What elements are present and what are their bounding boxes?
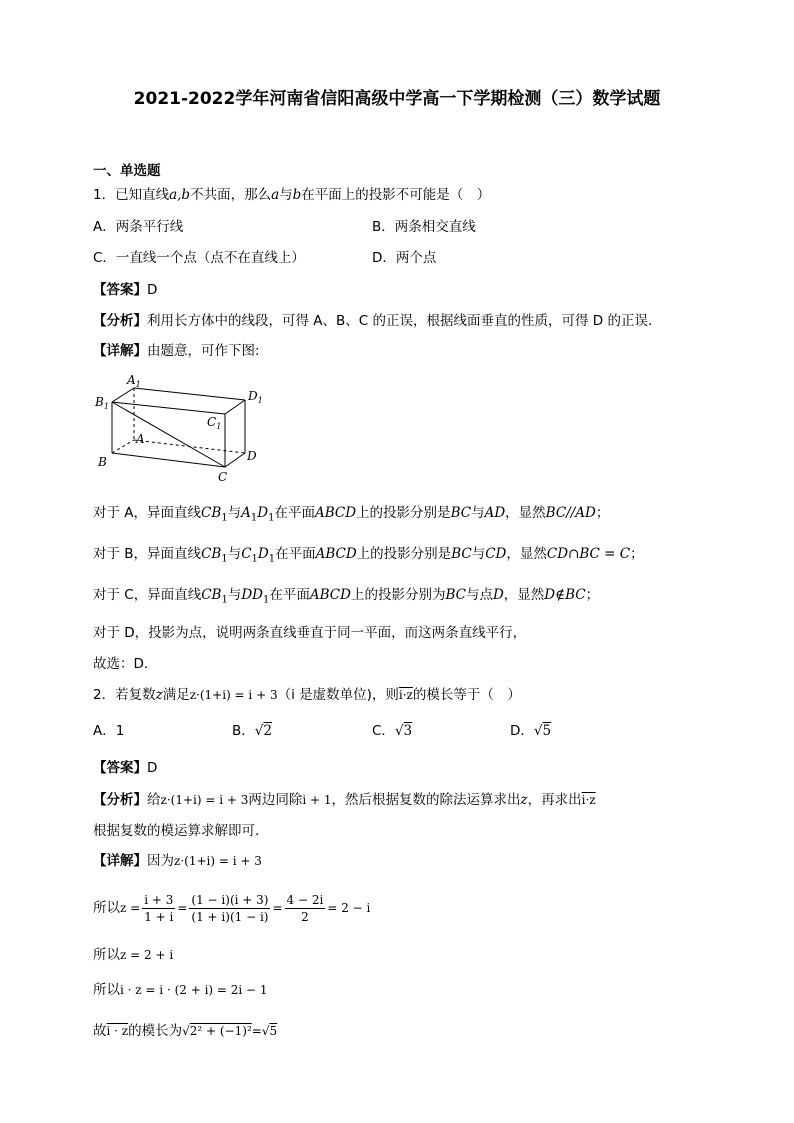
q1-option-a: A．两条平行线 [93,219,184,235]
text: 与 [227,505,242,521]
q1-case-b [93,545,644,569]
answer-value: D [147,282,158,298]
math: z = [120,901,141,915]
math: z·(1+i) = i + 3 [160,793,249,807]
math: A [241,505,251,521]
text: 上的投影分别为 [350,587,446,603]
math: DD [241,587,263,603]
text: 所以 [93,900,120,916]
math: BC [445,587,466,603]
text: ，显然 [505,505,546,521]
q1-stem-vars: a,b [169,187,191,203]
math: i · z = i · (2 + i) = 2i − 1 [120,983,268,997]
label-a: A [136,432,145,446]
text: 对于 A，异面直线 [93,505,202,521]
label-d: D [247,449,257,463]
q1-case-a [93,504,609,528]
q1-stem-text: 不共面，那么 [190,187,272,203]
edge-a-b-hidden [112,440,134,453]
math: CD∩BC = C [546,546,631,562]
text: 在平面 [269,587,310,603]
q2-step-4: 故i · z的模长为√2² + (−1)²=√5 [93,1023,278,1039]
label-c1: $C_1$ [207,415,222,431]
text: 所以 [93,947,120,963]
q2-step-2 [93,946,173,964]
text: ； [585,587,600,603]
document-title: 2021-2022学年河南省信阳高级中学高一下学期检测（三）数学试题 [133,89,661,109]
q1-detail [93,342,260,360]
q1-case-d: 对于 D，投影为点，说明两条直线垂直于同一平面，而这两条直线平行， [93,625,527,641]
detail-text: 由题意，可作下图: [147,343,260,359]
q1-analysis [93,312,652,330]
fraction-1 [142,892,175,925]
math: 2² + (−1)² [189,1024,252,1038]
q2-step-1: 所以z = $\frac{i + 3}{1 + i}$ = $\frac{(1 - i)(i + 3)}{(1 + i)(1 - i)}$ = $\frac{4 - 2i}{2}$ = 2 − i [93,892,371,924]
math: D [257,546,269,562]
section-heading: 一、单选题 [93,163,161,179]
q1-choose: 故选：D. [93,656,149,672]
text: 的模长等于（ ） [412,687,521,703]
denominator: (1 + i)(1 − i) [191,909,269,924]
label-d1: $D_1$ [248,389,263,405]
label-c: C [218,470,228,484]
text: ； [630,546,644,562]
q1-stem-var: b [292,187,302,203]
q1-answer [93,281,157,299]
sub: 1 [250,512,258,524]
math: D [257,505,269,521]
q1-case-c [93,586,599,610]
text: 与点 [465,587,493,603]
text: 与 [227,546,242,562]
sub: 1 [268,553,276,565]
denominator: 2 [301,909,309,924]
text: ，显然 [506,546,547,562]
q2-stem [93,686,521,704]
text: 给 [147,792,161,808]
text: 两边同除 [248,792,303,808]
value: 5 [542,723,552,739]
text: 对于 C，异面直线 [93,587,202,603]
math: CB [201,587,222,603]
numerator: i + 3 [144,892,174,907]
text: 因为 [147,853,174,869]
cuboid-figure [92,370,267,485]
label: B． [232,723,255,739]
text: 2．若复数 [93,687,156,703]
analysis-tag: 【分析】 [93,313,147,329]
math: CD [485,546,507,562]
value: 3 [403,723,413,739]
label-b: B [98,455,107,469]
edge-b-c [112,453,225,467]
sub: 1 [221,512,228,524]
math: CB [201,546,222,562]
q1-option-d: D．两个点 [372,250,437,266]
edge-a-d-hidden [134,440,245,453]
math: z·(1+i) = i + 3 [174,854,262,868]
fraction-3 [285,892,326,925]
label-b1: $B_1$ [95,395,109,411]
q1-stem-var: a [271,187,280,203]
math: AD [484,505,506,521]
math: z [520,792,528,808]
sub: 1 [263,594,270,606]
math: i · z [106,1024,129,1038]
analysis-tag: 【分析】 [93,792,147,808]
text: 上的投影分别是 [356,505,451,521]
math: BC [451,546,472,562]
math: C [241,546,252,562]
math: 5 [269,1024,278,1038]
detail-tag: 【详解】 [93,343,147,359]
q2-detail [93,852,262,870]
q2-analysis-2: 根据复数的模运算求解即可. [93,823,260,839]
detail-tag: 【详解】 [93,853,147,869]
q1-option-c: C．一直线一个点（点不在直线上） [93,250,305,266]
math: ABCD [314,505,357,521]
math: i·z [398,688,413,702]
math: z [155,687,163,703]
q2-option-b: B．√2 [232,723,272,739]
q2-option-c: C．√3 [372,723,413,739]
text: ，再求出 [527,792,582,808]
label: D． [510,723,534,739]
text: ，显然 [503,587,545,603]
answer-tag: 【答案】 [93,282,147,298]
math: i + 1 [302,793,332,807]
analysis-text: 利用长方体中的线段，可得 A、B、C 的正误，根据线面垂直的性质，可得 D 的正误. [147,313,653,329]
label-a1: $A_1$ [127,373,141,389]
text: 对于 B，异面直线 [93,546,202,562]
value: 2 [263,723,272,739]
answer-value: D [147,760,158,776]
sub: 1 [221,594,228,606]
sub: 1 [221,553,228,565]
q2-option-a: A．1 [93,723,125,739]
numerator: (1 − i)(i + 3) [191,892,269,907]
math: i·z [581,793,596,807]
text: 在平面 [274,505,315,521]
text: 在平面 [275,546,316,562]
numerator: 4 − 2i [286,892,324,907]
edge-b1-a1 [112,388,134,402]
math: = 2 − i [327,901,371,915]
math: D∉BC [544,587,586,603]
text: ，然后根据复数的除法运算求出 [331,792,521,808]
sub: 1 [251,553,258,565]
math: CB [201,505,222,521]
answer-tag: 【答案】 [93,760,147,776]
label: C． [372,723,395,739]
fraction-2 [189,892,270,925]
q2-option-d: D．√5 [510,723,552,739]
math: D [492,587,504,603]
text: 与 [471,505,485,521]
q2-answer [93,759,157,777]
edge-d1-c1 [225,400,245,414]
q2-step-3 [93,981,268,999]
math: BC//AD [545,505,596,521]
text: 与 [227,587,242,603]
q2-analysis [93,791,596,809]
q1-stem-text: 在平面上的投影不可能是（ ） [301,187,491,203]
text: （i 是虚数单位)，则 [277,687,399,703]
math: BC [450,505,472,521]
text: 故 [93,1023,107,1039]
text: 所以 [93,982,120,998]
math: ABCD [309,587,351,603]
edge-a1-d1 [134,388,245,400]
text: 上的投影分别是 [356,546,452,562]
q1-stem-text: 1．已知直线 [93,187,170,203]
text: ； [595,505,610,521]
math: z = 2 + i [120,948,174,962]
text: 满足 [162,687,190,703]
q1-option-b: B．两条相交直线 [372,219,476,235]
edge-c-d [225,453,245,467]
q1-stem-text: 与 [279,187,293,203]
math: z·(1+i) = i + 3 [189,688,278,702]
text: 的模长为 [128,1023,183,1039]
q1-stem [93,186,490,204]
sub: 1 [268,512,275,524]
math: ABCD [315,546,357,562]
denominator: 1 + i [144,909,174,924]
math: = [251,1024,262,1038]
text: 与 [471,546,486,562]
